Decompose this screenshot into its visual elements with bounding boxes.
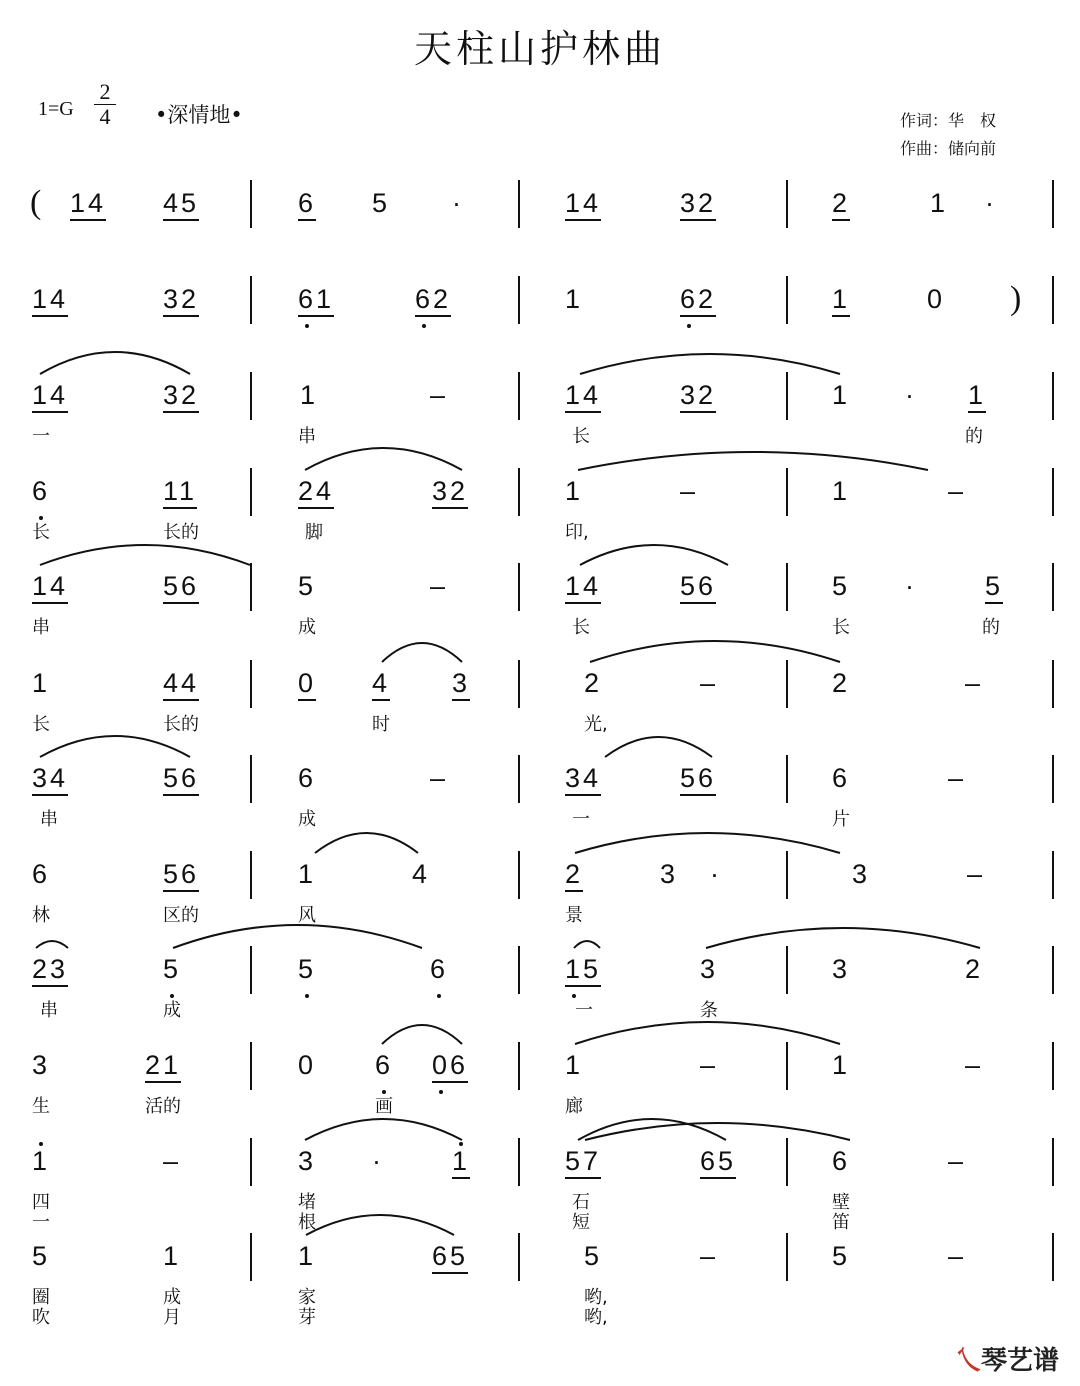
note: 3 <box>700 954 719 984</box>
slur <box>36 941 68 948</box>
slur <box>315 833 418 853</box>
lyric: 长的 <box>163 522 199 543</box>
note: 56 <box>163 571 199 604</box>
lyric: 串 <box>32 617 50 638</box>
note: 24 <box>298 476 334 509</box>
note: 56 <box>680 571 716 604</box>
key-signature: 1=G <box>38 98 74 120</box>
lyric: 串 <box>298 426 316 447</box>
meter-top: 2 <box>99 79 111 104</box>
note: 44 <box>163 668 199 701</box>
slur <box>305 448 462 470</box>
note: 1 <box>968 380 986 413</box>
slur <box>578 452 928 470</box>
note: · <box>905 380 917 410</box>
note: · <box>905 571 917 601</box>
note: · <box>710 859 722 889</box>
note: 1 <box>32 668 51 698</box>
slur <box>40 352 190 374</box>
note: 32 <box>163 380 199 413</box>
lyric-verse2: 笛 <box>832 1212 850 1233</box>
paren-close: ) <box>1010 280 1022 317</box>
note: 6 <box>298 763 317 793</box>
note: – <box>700 1050 719 1080</box>
note: – <box>948 1146 967 1176</box>
lyric: 哟, <box>584 1287 608 1308</box>
lyric-verse2: 哟, <box>584 1307 608 1328</box>
note: 6 <box>32 476 51 506</box>
lyric-verse2: 短 <box>572 1212 590 1233</box>
note: – <box>948 476 967 506</box>
note: 32 <box>680 188 716 221</box>
note: – <box>965 1050 984 1080</box>
note: 3 <box>298 1146 317 1176</box>
note: – <box>700 1241 719 1271</box>
note: 1 <box>832 1050 851 1080</box>
note: 6 <box>430 954 449 984</box>
note: 6 <box>298 188 316 221</box>
note: 2 <box>565 859 583 892</box>
note: 0 <box>927 284 946 314</box>
note: 56 <box>163 859 199 892</box>
note: 0 <box>298 668 316 701</box>
note: · <box>452 188 464 218</box>
lyric: 时 <box>372 714 390 735</box>
note: 34 <box>32 763 68 796</box>
note: 5 <box>163 954 182 984</box>
lyric: 一 <box>32 426 50 447</box>
slur <box>575 833 840 853</box>
lyric-verse2: 根 <box>298 1212 316 1233</box>
note: 56 <box>680 763 716 796</box>
note: 32 <box>432 476 468 509</box>
lyric: 生 <box>32 1096 50 1117</box>
lyric: 的 <box>982 617 1000 638</box>
note: 5 <box>832 571 851 601</box>
lyric: 家 <box>298 1287 316 1308</box>
lyric: 四 <box>32 1192 50 1213</box>
lyric: 景 <box>565 905 583 926</box>
lyric: 脚 <box>305 522 323 543</box>
lyric: 光, <box>584 714 608 735</box>
note: 6 <box>832 763 851 793</box>
note: 1 <box>452 1146 470 1179</box>
note: – <box>948 763 967 793</box>
note: 14 <box>70 188 106 221</box>
note: – <box>700 668 719 698</box>
lyric-verse2: 月 <box>163 1307 181 1328</box>
slur <box>382 643 462 662</box>
note: 2 <box>965 954 984 984</box>
meter-bottom: 4 <box>99 104 111 129</box>
note: 65 <box>432 1241 468 1274</box>
note: 14 <box>32 380 68 413</box>
lyric: 长 <box>32 522 50 543</box>
lyric: 一 <box>572 809 590 830</box>
note: 6 <box>32 859 51 889</box>
note: 62 <box>415 284 451 317</box>
lyric: 长的 <box>163 714 199 735</box>
lyric: 一 <box>575 1000 593 1021</box>
note: 62 <box>680 284 716 317</box>
note: 23 <box>32 954 68 987</box>
note: – <box>948 1241 967 1271</box>
note: 32 <box>163 284 199 317</box>
lyric: 成 <box>298 809 316 830</box>
note: · <box>372 1146 384 1176</box>
note: 0 <box>298 1050 317 1080</box>
lyric: 成 <box>298 617 316 638</box>
note: 14 <box>565 380 601 413</box>
lyric: 长 <box>832 617 850 638</box>
logo-icon: 乀 <box>955 1346 982 1376</box>
logo-text: 琴艺谱 <box>981 1346 1060 1376</box>
note: 3 <box>452 668 470 701</box>
note: 06 <box>432 1050 468 1083</box>
slur <box>580 354 840 374</box>
note: – <box>430 571 449 601</box>
note: 14 <box>565 571 601 604</box>
note: 6 <box>375 1050 394 1080</box>
lyric: 活的 <box>145 1096 181 1117</box>
note: 1 <box>832 476 851 506</box>
note: 21 <box>145 1050 181 1083</box>
lyric-verse2: 芽 <box>298 1307 316 1328</box>
slur <box>574 941 600 948</box>
composer-credit: 作曲：储向前 <box>900 139 997 158</box>
note: 32 <box>680 380 716 413</box>
note: 11 <box>163 476 197 509</box>
note: 45 <box>163 188 199 221</box>
slur <box>605 737 712 757</box>
slur <box>173 925 422 948</box>
page-title: 天柱山护林曲 <box>413 27 666 71</box>
note: 14 <box>565 188 601 221</box>
slur <box>382 1025 462 1044</box>
lyric: 堵 <box>298 1192 316 1213</box>
note: 2 <box>832 668 851 698</box>
note: 57 <box>565 1146 601 1179</box>
slur <box>585 1123 850 1140</box>
lyric: 成 <box>163 1000 181 1021</box>
lyric: 长 <box>32 714 50 735</box>
lyric: 印, <box>565 522 589 543</box>
note: 2 <box>832 188 850 221</box>
lyric: 石 <box>572 1192 590 1213</box>
note: 1 <box>300 380 319 410</box>
note: 5 <box>372 188 391 218</box>
note: 1 <box>832 284 850 317</box>
note: 61 <box>298 284 334 317</box>
slur <box>306 1215 454 1235</box>
lyric: 林 <box>32 905 50 926</box>
note: – <box>967 859 986 889</box>
note: 3 <box>852 859 871 889</box>
slur <box>580 545 728 565</box>
lyric: 长 <box>572 617 590 638</box>
note: 5 <box>584 1241 603 1271</box>
note: 5 <box>985 571 1003 604</box>
lyric: 区的 <box>163 905 199 926</box>
note: 5 <box>298 954 317 984</box>
lyric: 风 <box>298 905 316 926</box>
note: – <box>680 476 699 506</box>
note: 3 <box>660 859 679 889</box>
note: – <box>965 668 984 698</box>
note: 5 <box>32 1241 51 1271</box>
slur <box>706 928 980 948</box>
note: – <box>430 380 449 410</box>
lyric: 串 <box>40 809 58 830</box>
note: – <box>163 1146 182 1176</box>
lyric-verse2: 吹 <box>32 1307 50 1328</box>
note: 1 <box>930 188 949 218</box>
lyric: 片 <box>832 809 850 830</box>
slur <box>40 545 250 565</box>
note: 1 <box>163 1241 182 1271</box>
note: 1 <box>565 284 584 314</box>
lyric: 成 <box>163 1287 181 1308</box>
note: 56 <box>163 763 199 796</box>
lyric: 圈 <box>32 1287 50 1308</box>
note: 15 <box>565 954 601 987</box>
note: 1 <box>298 859 317 889</box>
note: 4 <box>372 668 390 701</box>
lyric: 廊 <box>565 1096 583 1117</box>
paren-open: ( <box>30 184 42 221</box>
note: 3 <box>32 1050 51 1080</box>
note: 4 <box>412 859 431 889</box>
note: 6 <box>832 1146 851 1176</box>
note: 1 <box>32 1146 51 1176</box>
lyric: 串 <box>40 1000 58 1021</box>
note: – <box>430 763 449 793</box>
slur <box>590 641 840 662</box>
note: 14 <box>32 571 68 604</box>
note: 2 <box>584 668 603 698</box>
note: 1 <box>298 1241 317 1271</box>
note: 1 <box>565 476 584 506</box>
slur <box>305 1119 462 1140</box>
note: · <box>985 188 997 218</box>
note: 5 <box>298 571 317 601</box>
note: 34 <box>565 763 601 796</box>
note: 1 <box>832 380 851 410</box>
note: 1 <box>565 1050 584 1080</box>
lyric: 壁 <box>832 1192 850 1213</box>
note: 3 <box>832 954 851 984</box>
lyric: 条 <box>700 1000 718 1021</box>
lyric-verse2: 一 <box>32 1212 50 1233</box>
lyric: 长 <box>572 426 590 447</box>
slur <box>575 1022 840 1044</box>
lyric: 的 <box>965 426 983 447</box>
tempo-marking: •深情地• <box>155 103 243 127</box>
note: 14 <box>32 284 68 317</box>
slur <box>40 736 190 757</box>
lyric: 画 <box>375 1096 393 1117</box>
lyricist-credit: 作词：华 权 <box>900 111 997 130</box>
note: 5 <box>832 1241 851 1271</box>
note: 65 <box>700 1146 736 1179</box>
